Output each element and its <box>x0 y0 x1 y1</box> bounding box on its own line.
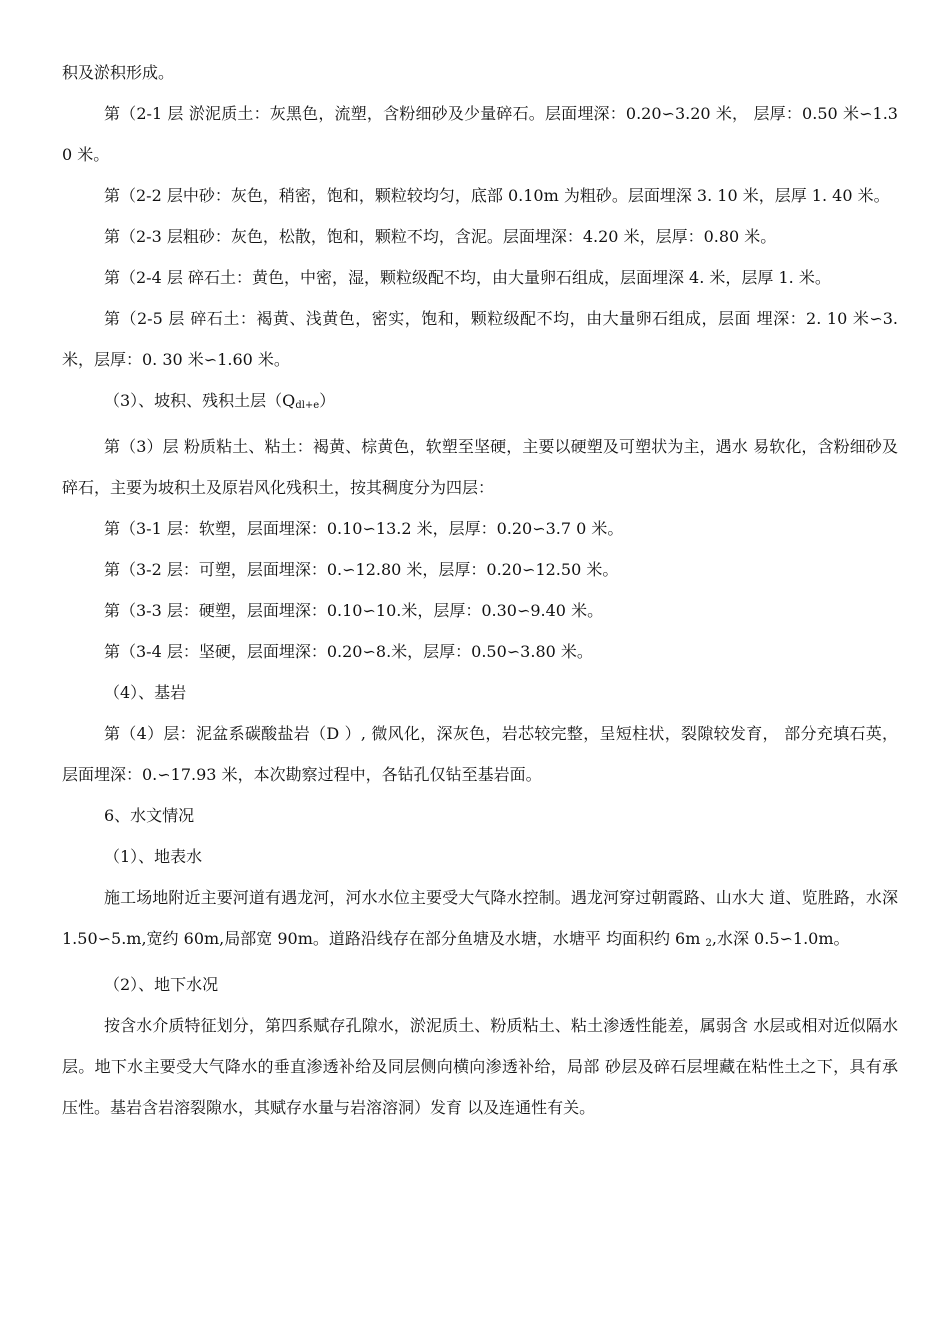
paragraph-layer-2-3: 第（2-3 层粗砂：灰色，松散，饱和，颗粒不均，含泥。层面埋深：4.20 米，层厚：0.80 米。 <box>104 227 777 246</box>
heading-hydrology: 6、水文情况 <box>104 806 195 825</box>
paragraph-layer-2-5: 第（2-5 层 碎石土：褐黄、浅黄色，密实，饱和，颗粒级配不均，由大量卵石组成，层面 埋深：2. 10 米∽3.米，层厚：0. 30 米∽1.60 米。 <box>62 309 898 369</box>
document-page <box>62 52 898 1128</box>
heading-bedrock: （4）、基岩 <box>104 683 187 702</box>
paragraph-layer-3-4: 第（3-4 层：坚硬，层面埋深：0.20∽8.米，层厚：0.50∽3.80 米。 <box>104 642 593 661</box>
heading-text: （3）、坡积、残积土层（Q <box>104 391 296 410</box>
heading-surface-water: （1）、地表水 <box>104 847 203 866</box>
heading-groundwater: （2）、地下水况 <box>104 975 219 994</box>
paragraph-layer-2-2: 第（2-2 层中砂：灰色，稍密，饱和，颗粒较均匀，底部 0.10m 为粗砂。层面埋深 3. 10 米，层厚 1. 40 米。 <box>104 186 890 205</box>
paragraph-layer-2-1: 第（2-1 层 淤泥质土：灰黑色，流塑，含粉细砂及少量碎石。层面埋深：0.20∽3.20 米， 层厚：0.50 米∽1.3 0 米。 <box>62 104 898 164</box>
paragraph-layer-2-4: 第（2-4 层 碎石土：黄色，中密，湿，颗粒级配不均，由大量卵石组成，层面埋深 4. 米，层厚 1. 米。 <box>104 268 831 287</box>
heading-slope-residual-layer <box>62 380 898 426</box>
paragraph-layer-3-3: 第（3-3 层：硬塑，层面埋深：0.10∽10.米，层厚：0.30∽9.40 米。 <box>104 601 604 620</box>
paragraph-layer-3-2: 第（3-2 层：可塑，层面埋深：0.∽12.80 米，层厚：0.20∽12.50 米。 <box>104 560 619 579</box>
surface-water-text: 施工场地附近主要河道有遇龙河，河水水位主要受大气降水控制。遇龙河穿过朝霞路、山水大 道、览胜路，水深 1.50∽5.m,宽约 60m,局部宽 90m。道路沿线存在部分鱼塘及水塘，水塘平 均面积约 6m <box>62 888 898 948</box>
paragraph-surface-water <box>62 877 898 964</box>
paragraph-layer-3-1: 第（3-1 层：软塑，层面埋深：0.10∽13.2 米，层厚：0.20∽3.7 0 米。 <box>104 519 624 538</box>
formula-subscript: dl+e <box>295 400 320 411</box>
paragraph-continuation: 积及淤积形成。 <box>62 63 175 82</box>
paragraph-layer-3: 第（3）层 粉质粘土、粘土：褐黄、棕黄色，软塑至坚硬，主要以硬塑及可塑状为主，遇水 易软化，含粉细砂及碎石，主要为坡积土及原岩风化残积土，按其稠度分为四层： <box>62 437 898 497</box>
paragraph-groundwater: 按含水介质特征划分，第四系赋存孔隙水，淤泥质土、粉质粘土、粘土渗透性能差，属弱含 水层或相对近似隔水层。地下水主要受大气降水的垂直渗透补给及同层侧向横向渗透补给，局部 砂层及碎石层埋藏在粘性土之下，具有承压性。基岩含岩溶裂隙水，其赋存水量与岩溶溶洞）发育 以及连通性有关。 <box>62 1016 898 1117</box>
heading-tail: ） <box>319 391 336 410</box>
unit-subscript: 2 <box>705 938 712 949</box>
paragraph-layer-4: 第（4）层：泥盆系碳酸盐岩（D ）, 微风化，深灰色，岩芯较完整，呈短柱状，裂隙较发育， 部分充填石英，层面埋深：0.∽17.93 米，本次勘察过程中，各钻孔仅钻至基岩面。 <box>62 724 898 784</box>
surface-water-tail: ,水深 0.5∽1.0m。 <box>711 929 850 948</box>
